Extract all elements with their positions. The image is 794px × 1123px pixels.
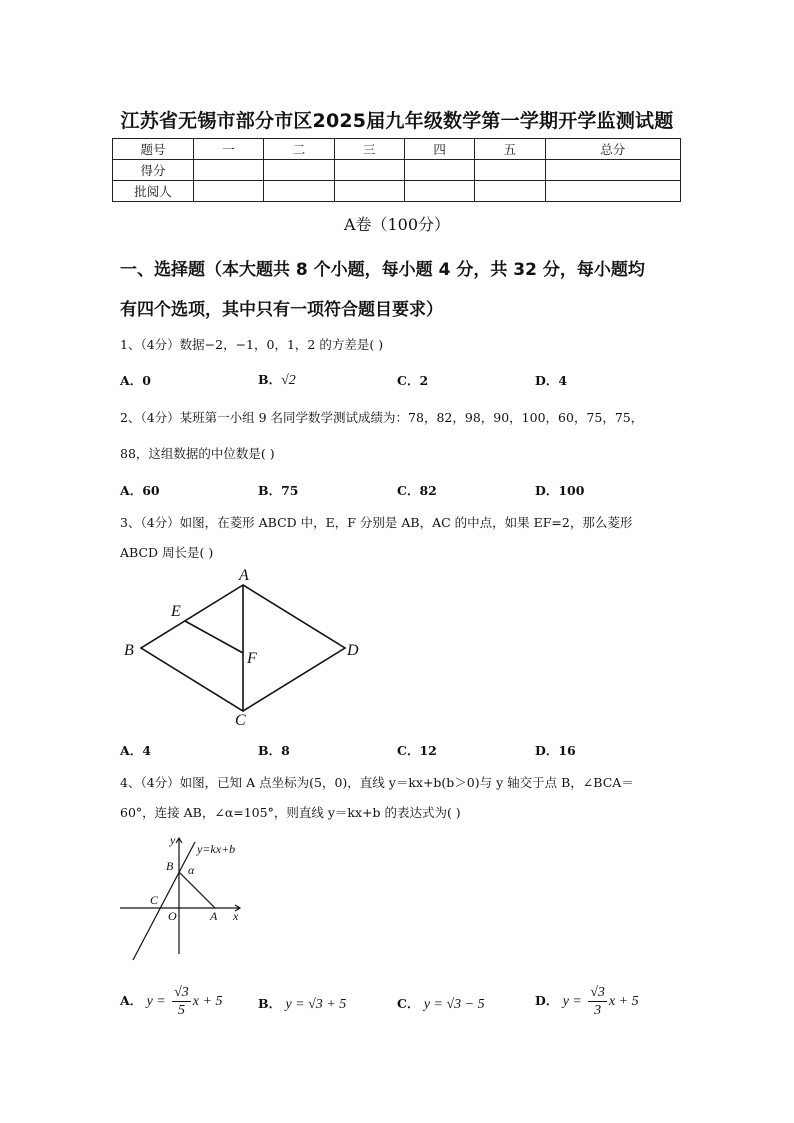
label-origin: O (168, 909, 177, 923)
section-a-heading: A卷（100分） (343, 215, 451, 234)
table-cell: 批阅人 (113, 181, 194, 202)
sqrt-expression: √3 (446, 997, 462, 1012)
equation-rest: x + 5 (608, 994, 639, 1009)
q2-option-d: D．100 (535, 483, 585, 498)
q3-option-c: C．12 (397, 743, 437, 758)
q1-option-c: C．2 (397, 373, 429, 388)
q4-option-c (397, 994, 485, 1013)
section-1-heading-line1: 一、选择题（本大题共 8 个小题，每小题 4 分，共 32 分，每小题均 (120, 260, 645, 280)
q3-option-a: A．4 (120, 743, 151, 758)
q1-option-b (258, 370, 296, 389)
question-2-line1: 2、（4分）某班第一小组 9 名同学数学测试成绩为：78，82，98，90，100，60，75，75， (120, 410, 644, 425)
label-c: C (235, 712, 246, 729)
question-2-line2: 88，这组数据的中位数是( ) (120, 446, 275, 461)
option-label: B． (258, 996, 282, 1011)
score-table (112, 138, 681, 202)
equation-rest: x + 5 (192, 994, 223, 1009)
label-f: F (247, 650, 257, 667)
sqrt-expression: √2 (281, 373, 296, 388)
table-cell-empty (475, 160, 545, 181)
fraction (172, 984, 191, 1019)
segment-ab (179, 872, 215, 908)
q2-option-c: C．82 (397, 483, 437, 498)
table-cell-empty (404, 160, 474, 181)
document-title: 江苏省无锡市部分市区2025届九年级数学第一学期开学监测试题 (120, 110, 674, 132)
q4-option-d (535, 984, 639, 1019)
table-cell: 题号 (113, 139, 194, 160)
section-1-heading-line2: 有四个选项，其中只有一项符合题目要求） (120, 300, 443, 320)
q2-option-b: B．75 (258, 483, 299, 498)
rhombus-figure (115, 563, 375, 733)
table-cell-empty (264, 160, 334, 181)
table-cell-empty (475, 181, 545, 202)
segment-ef (185, 621, 243, 653)
table-cell-empty (334, 160, 404, 181)
table-cell: 四 (404, 139, 474, 160)
score-table-row (113, 160, 681, 181)
q3-option-d: D．16 (535, 743, 576, 758)
q4-option-a (120, 984, 222, 1019)
question-4-line2: 60°，连接 AB，∠α=105°，则直线 y＝kx+b 的表达式为( ) (120, 805, 461, 820)
equation-rest: + 5 (322, 997, 347, 1012)
table-cell: 三 (334, 139, 404, 160)
table-cell-empty (404, 181, 474, 202)
equation-lhs: y = (146, 994, 166, 1009)
table-cell-empty (194, 181, 264, 202)
label-d: D (347, 642, 359, 659)
fraction-numerator: √3 (174, 985, 189, 1000)
q1-option-a: A．0 (120, 373, 151, 388)
table-cell-empty (264, 181, 334, 202)
question-3-line2: ABCD 周长是( ) (120, 545, 214, 560)
option-label: A． (120, 993, 143, 1008)
equation-lhs: y = (285, 997, 309, 1012)
label-y: y (170, 833, 176, 847)
equation-rest: − 5 (461, 997, 485, 1012)
label-b: B (124, 642, 134, 659)
sqrt-expression: √3 (308, 997, 323, 1012)
line-y-kx-b (133, 842, 195, 960)
equation-lhs: y = (562, 994, 582, 1009)
label-a: A (239, 567, 249, 584)
coordinate-figure (115, 832, 265, 964)
table-cell: 得分 (113, 160, 194, 181)
table-cell-empty (194, 160, 264, 181)
option-label: D． (535, 993, 559, 1008)
label-x: x (233, 909, 239, 923)
table-cell-empty (334, 181, 404, 202)
fraction-denominator: 5 (177, 1003, 185, 1018)
table-cell-empty (545, 160, 680, 181)
option-label: C． (397, 996, 420, 1011)
q4-option-b (258, 994, 346, 1013)
label-e: E (171, 603, 181, 620)
fraction-numerator: √3 (590, 985, 605, 1000)
score-table-header-row (113, 139, 681, 160)
question-1-stem: 1、（4分）数据−2，−1，0，1，2 的方差是( ) (120, 337, 384, 352)
question-4-line1: 4、（4分）如图，已知 A 点坐标为(5，0)，直线 y＝kx+b(b＞0)与 y 轴交于点 B，∠BCA＝ (120, 775, 634, 790)
label-c-point: C (150, 893, 159, 907)
question-3-line1: 3、（4分）如图，在菱形 ABCD 中，E，F 分别是 AB，AC 的中点，如果 EF=2，那么菱形 (120, 515, 633, 530)
q1-option-d: D．4 (535, 373, 568, 388)
table-cell-empty (545, 181, 680, 202)
q3-option-b: B．8 (258, 743, 290, 758)
table-cell: 总分 (545, 139, 680, 160)
table-cell: 一 (194, 139, 264, 160)
fraction (588, 984, 607, 1019)
q2-option-a: A．60 (120, 483, 160, 498)
fraction-denominator: 3 (594, 1003, 602, 1018)
score-table-row (113, 181, 681, 202)
label-line-equation: y=kx+b (197, 842, 236, 856)
equation-lhs: y = (423, 997, 447, 1012)
label-alpha: α (188, 863, 195, 877)
table-cell: 五 (475, 139, 545, 160)
label-b-point: B (166, 859, 174, 873)
table-cell: 二 (264, 139, 334, 160)
label-a-point: A (210, 909, 218, 923)
option-label: B． (258, 372, 282, 387)
